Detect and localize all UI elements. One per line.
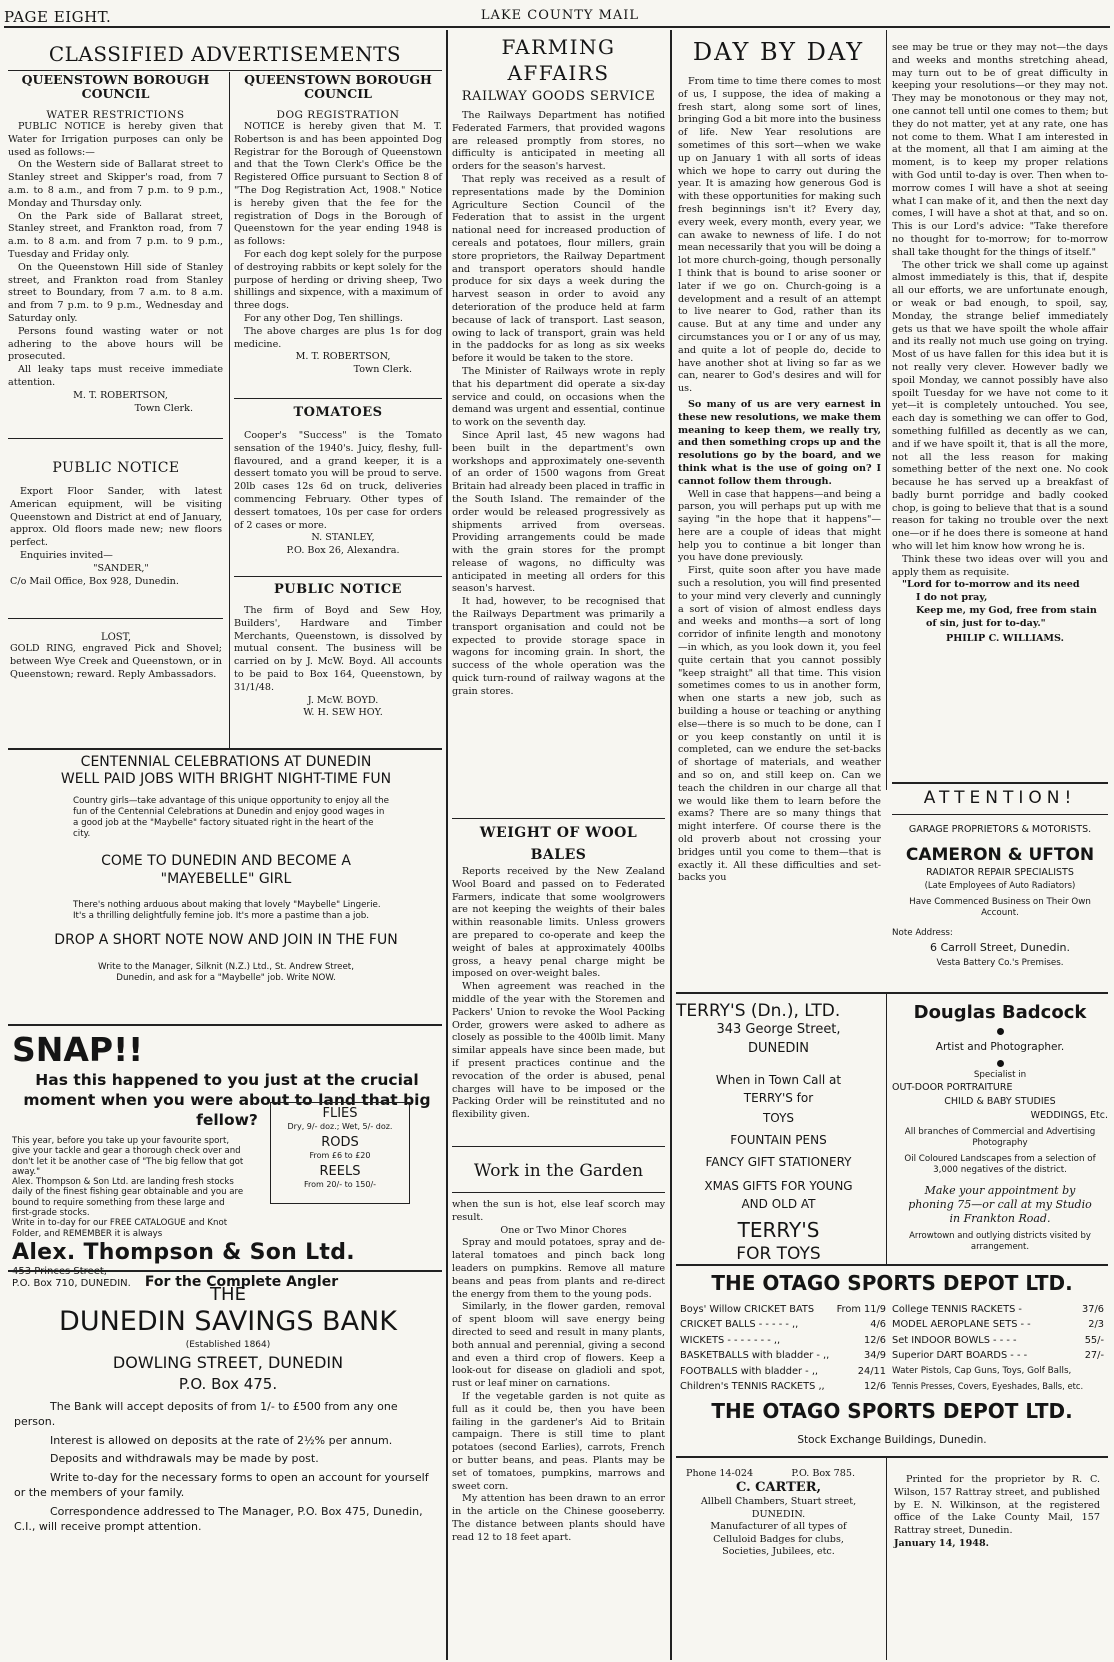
badcock-appointment: Make your appointment by phoning 75—or call at my Studio in Frankton Road. [908, 1184, 1092, 1225]
garden-para: when the sun is hot, else leaf scorch may result. [452, 1199, 665, 1223]
centennial-para: Country girls—take advantage of this unique opportunity to enjoy all the fun of the Centennial Celebrations at Dunedin and enjoy good wages in a good job at the "Maybelle" factory situated right in the heart of the city. [73, 796, 389, 839]
badcock-specialist: Specialist in [973, 1070, 1027, 1080]
garden-para: Similarly, in the flower garden, removal of spent bloom will save energy being directed to seed and result in many plants, both annual and perennial, giving a second and even a third crop of flowers. Keep a look-out for disease on gladioli and spot, rust or leaf miner on carnations. [452, 1301, 665, 1390]
tomatoes-para: Cooper's "Success" is the Tomato sensation of the 1940's. Juicy, fleshy, full-flavoured, and a grand keeper, it is a dessert tomato you will be proud to serve. 20lb cases 12s 6d on truck, deliveries commencing February. Other types of dessert tomatoes, 10s per case for orders of 2 cases or more. [234, 430, 442, 531]
otago-item [680, 1348, 886, 1363]
terrys-when: When in Town Call at [715, 1073, 842, 1087]
masthead-rule [4, 26, 1110, 28]
farming-para: The Railways Department has notified Federated Farmers, that provided wagons are released promptly from stores, no difficulty is anticipated in meeting all orders for the season's harvest. [452, 110, 665, 173]
otago-item-price: 12/6 [864, 1381, 886, 1393]
otago-item-name: MODEL AEROPLANE SETS - - [892, 1319, 1031, 1331]
otago-item [892, 1364, 1104, 1379]
garden-subheading: One or Two Minor Chores [500, 1224, 627, 1236]
bank-established: (Established 1864) [185, 1340, 271, 1350]
divider [8, 748, 442, 750]
day-by-day-col-b [892, 42, 1108, 645]
water-signature-title: Town Clerk. [134, 402, 193, 414]
water-restrictions-notice [8, 73, 223, 415]
badcock-commercial: All branches of Commercial and Advertising Photography [904, 1127, 1096, 1148]
otago-item-name: BASKETBALLS with bladder - ,, [680, 1350, 830, 1362]
dog-subheading: DOG REGISTRATION [276, 109, 400, 121]
badcock-role: Artist and Photographer. [935, 1041, 1065, 1053]
garden-rule [452, 1192, 665, 1193]
lost-text: GOLD RING, engraved Pick and Shovel; between Wye Creek and Queenstown, or in Queenstown; reward. Reply Ambassadors. [10, 643, 222, 680]
attention-rule [892, 814, 1108, 815]
carter-name: C. CARTER, [735, 1480, 822, 1495]
badcock-landscapes: Oil Coloured Landscapes from a selection of 3,000 negatives of the district. [904, 1154, 1096, 1175]
day-para: First, quite soon after you have made such a resolution, you will find presented to your mind very cleverly and cunningly a sort of vision of almost endless days and weeks and months—a sort of long corridor of infinite length and monotony—in which, as you look down it, you feel quite certain that you cannot possibly "keep straight" all that time. This vision sometimes comes to us in another form, when one starts a new job, such as building a house or teaching or anything else—there is so much to be done, can I or you keep constantly on until it is completed, can we endure the set-backs of shortage of materials, and weather and so on, and still keep on. Can we teach the children in our charge all that we would like them to learn before the exams? There are so many things that might interfere. Of course there is the old proverb about not crossing your bridges until you come to them—that is exactly it. All these difficulties and set-backs you [678, 565, 881, 884]
reels-label: REELS [319, 1164, 361, 1179]
carter-phone: Phone 14-024 [686, 1468, 754, 1479]
centennial-ad [10, 754, 442, 984]
divider [452, 1146, 665, 1147]
classified-title: CLASSIFIED ADVERTISEMENTS [48, 42, 402, 66]
water-para: On the Park side of Ballarat street, Stanley street, and Frankton road, from 7 a.m. to 8 a.m. and from 7 p.m. to 9 p.m., Tuesday and Friday only. [8, 210, 223, 260]
terrys-street: 343 George Street, [716, 1022, 841, 1037]
sander-name: "SANDER," [93, 562, 149, 574]
centennial-heading-2: COME TO DUNEDIN AND BECOME A [101, 853, 351, 869]
cameron-name: CAMERON & UFTON [905, 845, 1095, 865]
divider [234, 398, 442, 399]
terrys-name: TERRY'S (Dn.), LTD. [676, 1001, 841, 1021]
badcock-ad [892, 1002, 1108, 1253]
otago-item [892, 1348, 1104, 1363]
terrys-for-toys: FOR TOYS [736, 1244, 821, 1264]
snap-headline: Has this happened to you just at the crucial moment when you were about to land that big fellow? [23, 1071, 431, 1129]
divider [8, 618, 223, 619]
otago-item-name: Children's TENNIS RACKETS ,, [680, 1381, 825, 1393]
public-notice-heading: PUBLIC NOTICE [274, 582, 402, 597]
otago-item-name: WICKETS - - - - - - - ,, [680, 1334, 781, 1346]
otago-item-name: Water Pistols, Cap Guns, Toys, Golf Balls, [892, 1365, 1072, 1376]
snap-para: This year, before you take up your favourite sport, give your tackle and gear a thorough check over and don't let it be another case of "The big fellow that got away." [12, 1136, 244, 1177]
rule-mid-section [670, 30, 672, 1660]
otago-item [892, 1302, 1104, 1317]
centennial-heading-3: "MAYEBELLE" GIRL [160, 871, 292, 887]
boyd-para: The firm of Boyd and Sew Hoy, Builders', Hardware and Timber Merchants, Queenstown, is dissolved by mutual consent. The business will be carried on by J. McW. Boyd. All accounts to be paid to Box 164, Queenstown, by 31/1/48. [234, 605, 442, 693]
otago-item [680, 1333, 886, 1348]
carter-box: P.O. Box 785. [791, 1468, 855, 1479]
fishing-price-box [270, 1102, 410, 1204]
otago-item-name: College TENNIS RACKETS - [892, 1304, 1022, 1315]
badcock-weddings: WEDDINGS, Etc. [1030, 1110, 1108, 1121]
otago-item-price: 34/9 [864, 1350, 886, 1362]
page-number: PAGE EIGHT. [4, 8, 112, 26]
water-signature: M. T. ROBERTSON, [73, 389, 168, 401]
badcock-outdoor: OUT-DOOR PORTRAITURE [892, 1082, 1013, 1093]
terrys-pens: FOUNTAIN PENS [730, 1133, 827, 1147]
divider [8, 1024, 442, 1026]
otago-item-price: 27/- [1084, 1350, 1104, 1362]
water-para: Persons found wasting water or not adhering to the above hours will be prosecuted. [8, 325, 223, 363]
dog-para: For any other Dog, Ten shillings. [244, 312, 403, 324]
otago-item [892, 1379, 1104, 1394]
lost-heading: LOST, [100, 632, 132, 643]
thompson-brand: Alex. Thompson & Son Ltd. [12, 1239, 355, 1265]
centennial-subheading: WELL PAID JOBS WITH BRIGHT NIGHT-TIME FUN [60, 771, 392, 787]
day-by-day-title: DAY BY DAY [692, 38, 865, 66]
centennial-para: Write to the Manager, Silknit (N.Z.) Ltd., St. Andrew Street, Dunedin, and ask for a "Maybelle" job. Write NOW. [98, 962, 354, 983]
tomatoes-ad [234, 405, 442, 558]
dog-para: For each dog kept solely for the purpose of destroying rabbits or kept solely for the purpose of herding or driving sheep, Two shillings and sixpence, with a maximum of three dogs. [234, 248, 442, 312]
otago-list-right [892, 1302, 1104, 1394]
otago-item-price: From 11/9 [836, 1304, 886, 1315]
otago-item [680, 1317, 886, 1332]
classified-rule [8, 70, 442, 71]
terrys-xmas: XMAS GIFTS FOR YOUNG AND OLD AT [704, 1179, 853, 1211]
bullet-icon [997, 1060, 1004, 1067]
otago-item-name: Tennis Presses, Covers, Eyeshades, Balls, etc. [892, 1381, 1084, 1392]
day-signature: PHILIP C. WILLIAMS. [946, 632, 1064, 644]
divider [234, 576, 442, 577]
otago-item-name: Set INDOOR BOWLS - - - - [892, 1334, 1017, 1346]
wool-bales-column [452, 822, 665, 1122]
farming-para: It had, however, to be recognised that the Railways Department was primarily a transport organisation and could not be expected to provide storage space in wagons for incoming grain. In short, the success of the whole operation was the quick turn-round of railway wagons at the grain stores. [452, 596, 665, 697]
carter-line: Celluloid Badges for clubs, [713, 1533, 844, 1545]
water-heading: QUEENSTOWN BOROUGH COUNCIL [21, 72, 210, 101]
garden-column [452, 1160, 665, 1545]
divider [676, 1456, 1108, 1458]
terrys-gift: FANCY GIFT STATIONERY [705, 1155, 852, 1169]
sander-para: Export Floor Sander, with latest American equipment, will be visiting Queenstown and District at end of January, approx. Old floors made new; new floors perfect. [10, 486, 222, 549]
wool-para: When agreement was reached in the middle of the year with the Storemen and Packers' Union to revoke the Wool Packing Order, growers were asked to adhere as closely as possible to the 400lb limit. Many similar appeals have since been made, but if present practices continue and the revocation of the order is abused, penal charges will have to be imposed or the Packing Order will be reinstituted and no flexibility given. [452, 981, 665, 1121]
bank-para: Write to-day for the necessary forms to open an account for yourself or the members of your family. [14, 1471, 429, 1499]
divider [892, 782, 1108, 784]
reels-price: From 20/- to 150/- [303, 1180, 377, 1189]
sander-address: C/o Mail Office, Box 928, Dunedin. [10, 575, 179, 587]
otago-item [680, 1302, 886, 1317]
dog-para: NOTICE is hereby given that M. T. Robertson is and has been appointed Dog Registrar for the Borough of Queenstown and that the Town Clerk's Office be the Registered Office pursuant to Section 8 of "The Dog Registration Act, 1908." Notice is hereby given that the fee for the registration of Dogs in the Borough of Queenstown for the year ending 1948 is as follows: [234, 121, 442, 248]
farming-title: FARMING AFFAIRS [501, 35, 616, 85]
carter-ad [676, 1468, 881, 1559]
rods-price: From £6 to £20 [309, 1151, 371, 1160]
day-para: So many of us are very earnest in these new resolutions, we make them meaning to keep them, we really try, and then something crops up and the resolutions go by the board, and we think what is the use of going on? I cannot follow them through. [678, 398, 881, 487]
otago-item [680, 1379, 886, 1394]
rods-label: RODS [321, 1135, 359, 1150]
otago-address: Stock Exchange Buildings, Dunedin. [797, 1434, 987, 1446]
divider-v [886, 994, 887, 1264]
snap-para: Alex. Thompson & Son Ltd. are landing fresh stocks daily of the finest fishing gear obtainable and you are bound to require something from these large and first-grade stocks. [12, 1177, 244, 1219]
garden-para: If the vegetable garden is not quite as full as it could be, then you have been failing in the gardener's Aid to Britain campaign. There is still time to plant potatoes (second Earlies), carrots, French or butter beans, and peas. Plants may be set of tomatoes, pumpkins, marrows and sweet corn. [452, 1390, 665, 1492]
bank-po-box: P.O. Box 475. [178, 1375, 278, 1393]
terrys-big: TERRY'S [737, 1218, 820, 1242]
wool-para: Reports received by the New Zealand Wool Board and passed on to Federated Farmers, indicate that some woolgrowers are not keeping the weights of their bales within reasonable limits. Unless growers are prepared to co-operate and keep the weight of bales at approximately 400lbs gross, a heavy penal charge might be imposed on over-weight bales. [452, 866, 665, 980]
otago-item-price: 12/6 [864, 1334, 886, 1346]
terrys-city: DUNEDIN [747, 1041, 810, 1056]
rule-left-section [446, 30, 448, 1660]
day-para: Think these two ideas over will you and apply them as requisite. [892, 553, 1108, 578]
otago-item [680, 1364, 886, 1379]
sander-para: Enquiries invited— [20, 549, 113, 561]
badcock-arrowtown: Arrowtown and outlying districts visited by arrangement. [909, 1231, 1091, 1252]
imprint-text: Printed for the proprietor by R. C. Wilson, 157 Rattray street, and published by E. N. Wilkinson, at the registered office of the Lake County Mail, 157 Rattray street, Dunedin. [894, 1474, 1100, 1537]
wool-title: WEIGHT OF WOOL BALES [479, 825, 638, 863]
dog-registration-notice [234, 73, 442, 377]
farming-subtitle: RAILWAY GOODS SERVICE [461, 89, 656, 104]
bank-para: Interest is allowed on deposits at the rate of 2½% per annum. [50, 1433, 393, 1447]
cameron-vesta: Vesta Battery Co.'s Premises. [936, 958, 1064, 968]
attention-title: ATTENTION! [923, 788, 1077, 808]
divider [676, 992, 1108, 994]
badcock-child: CHILD & BABY STUDIES [944, 1096, 1056, 1107]
dog-heading: QUEENSTOWN BOROUGH COUNCIL [244, 72, 432, 101]
cameron-late: (Late Employees of Auto Radiators) [924, 881, 1076, 891]
terrys-toys: TOYS [762, 1111, 795, 1125]
farming-affairs-column [452, 34, 665, 699]
centennial-para: There's nothing arduous about making that lovely "Maybelle" Lingerie. It's a thrilling delightfully femine job. It's more a pastime than a job. [73, 900, 381, 921]
day-para: Well in case that happens—and being a parson, you will perhaps put up with me saying "in the hope that it happens"—here are a couple of ideas that might help you to continue a bit longer than you have done previously. [678, 488, 881, 564]
otago-title: THE OTAGO SPORTS DEPOT LTD. [711, 1271, 1073, 1295]
water-para: On the Western side of Ballarat street to Stanley street and Skipper's road, from 7 a.m. to 8 a.m., and from 7 p.m. to 9 p.m., Monday and Thursday only. [8, 159, 223, 209]
paper-title: LAKE COUNTY MAIL [480, 8, 640, 23]
rule-day-cols [886, 30, 887, 790]
otago-item-price: 24/11 [857, 1365, 886, 1377]
savings-bank-ad [14, 1284, 442, 1534]
otago-item-price: 37/6 [1082, 1304, 1104, 1315]
imprint [894, 1474, 1100, 1551]
divider [676, 1264, 1108, 1266]
tomatoes-signature: N. STANLEY, [311, 532, 375, 544]
divider-v [886, 1458, 887, 1660]
bank-name: DUNEDIN SAVINGS BANK [59, 1306, 397, 1337]
day-para: see may be true or they may not—the days and weeks and months stretching ahead, may turn out to be of great difficulty in keeping your resolutions—or they may not. They may be monotonous or they may not, one cannot tell until one comes to them; but they do not matter, yet at any rate, one has not come to them. What I am interested in at the moment, all that I am aiming at the moment, is to keep my proper relations with God until to-day is over. Then when to-morrow comes I will have a shot at seeing what I can make of it, and then the next day comes, I will have a shot at that, and so on. This is our Lord's advice: "Take therefore no thought for to-morrow; for to-morrow shall take thought for the things of itself." [892, 42, 1108, 258]
otago-item-name: Superior DART BOARDS - - - [892, 1350, 1028, 1362]
garden-para: Spray and mould potatoes, spray and de-lateral tomatoes and pinch back long leaders on pumpkins. Remove all mature beans and peas from plants and re-direct the energy from them to the young pods. [452, 1237, 665, 1300]
carter-line: Societies, Jubilees, etc. [722, 1546, 835, 1558]
bank-the: THE [210, 1284, 246, 1305]
divider [8, 438, 223, 439]
cameron-address: 6 Carroll Street, Dunedin. [930, 941, 1070, 954]
thompson-po-box: P.O. Box 710, DUNEDIN. [12, 1277, 131, 1289]
farming-para: The Minister of Railways wrote in reply that his department did operate a six-day service and could, on occasions when the demand was urgent and essential, continue to work on the seventh day. [452, 365, 665, 429]
water-para: On the Queenstown Hill side of Stanley street, and Frankton road from Stanley street to Boundary, from 7 a.m. to 8 a.m. and from 7 p.m. to 9 p.m., Wednesday and Saturday only. [8, 261, 223, 324]
divider [8, 1270, 442, 1272]
thompson-address [12, 1266, 131, 1278]
terrys-ad [676, 1002, 881, 1265]
water-para: PUBLIC NOTICE is hereby given that Water for Irrigation purposes can only be used as follows:— [8, 121, 223, 158]
otago-item-name: FOOTBALLS with bladder - ,, [680, 1365, 819, 1377]
otago-list-left [680, 1302, 886, 1394]
tomatoes-address: P.O. Box 26, Alexandra. [286, 545, 400, 557]
lost-notice [10, 632, 222, 681]
centennial-heading-4: DROP A SHORT NOTE NOW AND JOIN IN THE FUN [54, 932, 398, 948]
dog-para: The above charges are plus 1s for dog medicine. [234, 325, 442, 350]
attention-sub: GARAGE PROPRIETORS & MOTORISTS. [908, 824, 1092, 835]
bank-para: Correspondence addressed to The Manager, P.O. Box 475, Dunedin, C.I., will receive prompt attention. [14, 1504, 423, 1533]
otago-item [892, 1317, 1104, 1332]
snap-para: Write in to-day for our FREE CATALOGUE and Knot Folder, and REMEMBER it is always [12, 1218, 228, 1239]
water-para: All leaky taps must receive immediate attention. [8, 364, 223, 388]
hymn-line: of sin, just for to-day." [926, 617, 1046, 629]
water-subheading: WATER RESTRICTIONS [46, 109, 185, 121]
otago-item-name: Boys' Willow CRICKET BATS [680, 1304, 815, 1315]
carter-line: Manufacturer of all types of [710, 1521, 847, 1533]
day-para: The other trick we shall come up against almost immediately is this, that if, despite all our efforts, we are unfortunate enough, or weak or bad enough, to spoil, say, Monday, the strange belief immediately gets us that we have spoilt the whole affair and its really not much use going on trying. Most of us have fallen for this idea but it is not really very clever. However badly we spoil Monday, we cannot possibly have also spoilt Tuesday for we have not come to it yet—it is completely untouched. You see, each day is something we can offer to God, something fulfilled as decently as we can, and if we have spoilt it, that is all the more, not all the less reason for making something better of the next one. No cook because he has served up a breakfast of badly burnt porridge and badly cooked chop, is going to believe that that is a sound reason for taking no trouble over the next one—or if he does there is someone at hand who will let him know how wrong he is. [892, 259, 1108, 553]
otago-item-price: 4/6 [870, 1319, 886, 1331]
farming-para: That reply was received as a result of representations made by the Dominion Agriculture Section Council of the Federation that to assist in the urgent national need for increased production of cereals and potatoes, flour millers, grain store proprietors, the Railway Department and transport operators should handle produce for six days a week during the harvest season in order to avoid any deterioration of the produce held at farm because of lack of transport. Last season, owing to lack of transport, grain was held in the paddocks for as long as six weeks before it would be taken to the store. [452, 173, 665, 365]
day-para: From time to time there comes to most of us, I suppose, the idea of making a fresh start, along some sort of lines, bringing God a bit more into the business of life. New Year resolutions are sometimes of this sort—when we wake up on January 1 with all sorts of ideas which we hope to carry out during the year. It is amazing how generous God is with these opportunities for making such fresh beginnings isn't it? Every day, every week, every month, every year, we can awake to newness of life. I do not mean necessarily that you will be doing a lot more church-going, though personally I think that is bound to arise sooner or later if we go on. Church-going is a development and a result of an attempt to live nearer to God, rather than its cause. But at any time and under any circumstances you or I or any of us may, and quite a lot of people do, decide to have another shot at living so far as we can, nearer to God's desires and will for us. [678, 76, 881, 395]
otago-item-price: 2/3 [1088, 1319, 1104, 1331]
otago-item [892, 1333, 1104, 1348]
public-notice-sander [10, 460, 222, 588]
hymn-line: I do not pray, [916, 592, 988, 604]
flies-price: Dry, 9/- doz.; Wet, 5/- doz. [287, 1122, 393, 1131]
garden-title: Work in the Garden [473, 1161, 644, 1181]
snap-title: SNAP!! [12, 1030, 144, 1069]
dog-signature: M. T. ROBERTSON, [295, 351, 391, 363]
bank-street: DOWLING STREET, DUNEDIN [112, 1353, 344, 1372]
tomatoes-heading: TOMATOES [293, 405, 383, 420]
cameron-ufton-ad [892, 786, 1108, 969]
cameron-specialists: RADIATOR REPAIR SPECIALISTS [926, 867, 1074, 878]
badcock-name: Douglas Badcock [913, 1002, 1087, 1023]
imprint-date: January 14, 1948. [894, 1537, 989, 1549]
hymn-line: "Lord for to-morrow and its need [902, 579, 1080, 591]
day-by-day-col-a [678, 76, 881, 885]
cameron-note: Note Address: [892, 928, 953, 938]
garden-para: My attention has been drawn to an error in the article on the Chinese gooseberry. The distance between plants should have read 12 to 18 feet apart. [452, 1493, 665, 1543]
flies-label: FLIES [322, 1106, 358, 1121]
thompson-slogan: For the Complete Angler [144, 1273, 339, 1290]
bullet-icon [997, 1028, 1004, 1035]
farming-para: Since April last, 45 new wagons had been built in the department's own workshops and approximately one-seventh of an order of 1500 wagons from Great Britain had already been placed in traffic in the South Island. The remainder of the order would be released progressively as shipments arrived from overseas. Providing arrangements could be made with the grain stores for the prompt release of wagons, no difficulty was anticipated in meeting all orders for this season's harvest. [452, 429, 665, 595]
terrys-for: TERRY'S for [743, 1091, 814, 1105]
otago-item-name: CRICKET BALLS - - - - - ,, [680, 1319, 799, 1331]
otago-title-2: THE OTAGO SPORTS DEPOT LTD. [711, 1399, 1073, 1423]
sew-hoy-signature: W. H. SEW HOY. [303, 707, 383, 719]
bank-para: The Bank will accept deposits of from 1/- to £500 from any one person. [14, 1400, 398, 1428]
rule-col1 [229, 72, 230, 748]
dog-signature-title: Town Clerk. [353, 364, 412, 376]
carter-chambers: Allbell Chambers, Stuart street, [700, 1496, 857, 1507]
public-notice-boyd [234, 582, 442, 720]
hymn-line: Keep me, my God, free from stain [916, 605, 1097, 617]
otago-item-price: 55/- [1084, 1334, 1104, 1346]
centennial-heading: CENTENNIAL CELEBRATIONS AT DUNEDIN [80, 754, 372, 770]
carter-city: DUNEDIN. [751, 1508, 806, 1520]
divider [452, 818, 665, 819]
cameron-commenced: Have Commenced Business on Their Own Account. [909, 897, 1091, 918]
public-notice-heading: PUBLIC NOTICE [52, 460, 180, 476]
bank-para: Deposits and withdrawals may be made by post. [50, 1452, 319, 1466]
boyd-signature: J. McW. BOYD. [307, 694, 379, 706]
